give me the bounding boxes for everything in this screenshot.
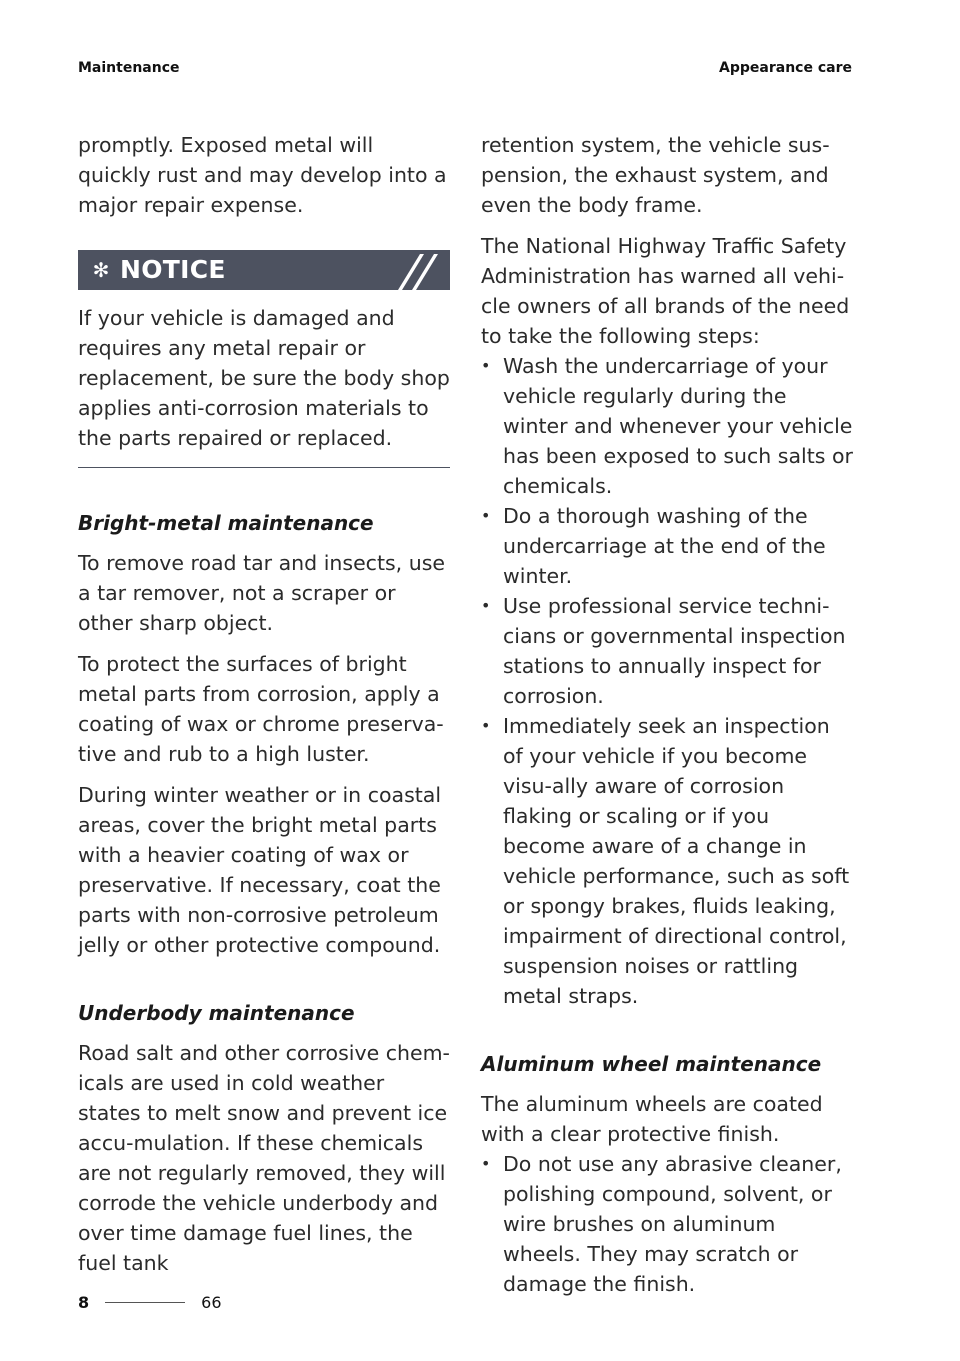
list-item: • Do a thorough washing of the undercarriage at the end of the winter. [481,501,856,591]
left-column [78,130,450,1289]
page-number: 66 [201,1293,222,1312]
intro-paragraph: promptly. Exposed metal will quickly rust and may develop into a major repair expense. [78,133,447,217]
underbody-heading: Underbody maintenance [78,1001,355,1025]
asterisk-icon: ✻ [92,258,110,282]
underbody-paragraph: Road salt and other corrosive chem-icals are used in cold weather states to melt snow and prevent ice accu-mulation. If these chemicals are not regularly removed, they will corrode the vehicle underbody and over time damage fuel lines, the fuel tank [78,1041,450,1275]
header-section: Maintenance [78,60,180,76]
page-footer [78,1293,222,1312]
retention-paragraph: retention system, the vehicle sus-pension, the exhaust system, and even the body frame. [481,133,830,217]
list-item: • Do not use any abrasive cleaner, polishing compound, solvent, or wire brushes on aluminum wheels. They may scratch or damage the finish. [481,1149,856,1299]
bright-metal-paragraph-1: To remove road tar and insects, use a tar remover, not a scraper or other sharp object. [78,551,445,635]
right-column [481,130,856,1299]
nhtsa-paragraph: The National Highway Traffic Safety Administration has warned all vehi-cle owners of all brands of the need to take the following steps: [481,234,850,348]
header-topic: Appearance care [719,60,852,76]
notice-divider [78,467,450,468]
bright-metal-paragraph-2: To protect the surfaces of bright metal parts from corrosion, apply a coating of wax or chrome preserva-tive and rub to a high luster. [78,652,444,766]
aluminum-heading: Aluminum wheel maintenance [481,1052,822,1076]
notice-title: NOTICE [120,255,226,284]
chapter-number: 8 [78,1293,90,1312]
bright-metal-paragraph-3: During winter weather or in coastal areas, cover the bright metal parts with a heavier coating of wax or preservative. If necessary, coat the parts with non-corrosive petroleum jelly or other protective compound. [78,783,442,957]
bright-metal-heading: Bright-metal maintenance [78,511,374,535]
diagonal-stripes-icon [380,250,450,290]
footer-divider [105,1302,185,1303]
list-item: • Use professional service techni-cians or governmental inspection stations to annually inspect for corrosion. [481,591,856,711]
aluminum-list [481,1149,856,1299]
list-item: • Wash the undercarriage of your vehicle regularly during the winter and whenever your vehicle has been exposed to such salts or chemicals. [481,351,856,501]
notice-bar [78,250,450,290]
list-item: • Immediately seek an inspection of your vehicle if you become visu-ally aware of corrosion flaking or scaling or if you become aware of a change in vehicle performance, such as soft or spongy brakes, fluids leaking, impairment of directional control, suspension noises or rattling metal straps. [481,711,856,1011]
notice-text: If your vehicle is damaged and requires any metal repair or replacement, be sure the body shop applies anti-corrosion materials to the parts repaired or replaced. [78,306,450,450]
steps-list [481,351,856,1011]
aluminum-paragraph: The aluminum wheels are coated with a clear protective finish. [481,1092,823,1146]
